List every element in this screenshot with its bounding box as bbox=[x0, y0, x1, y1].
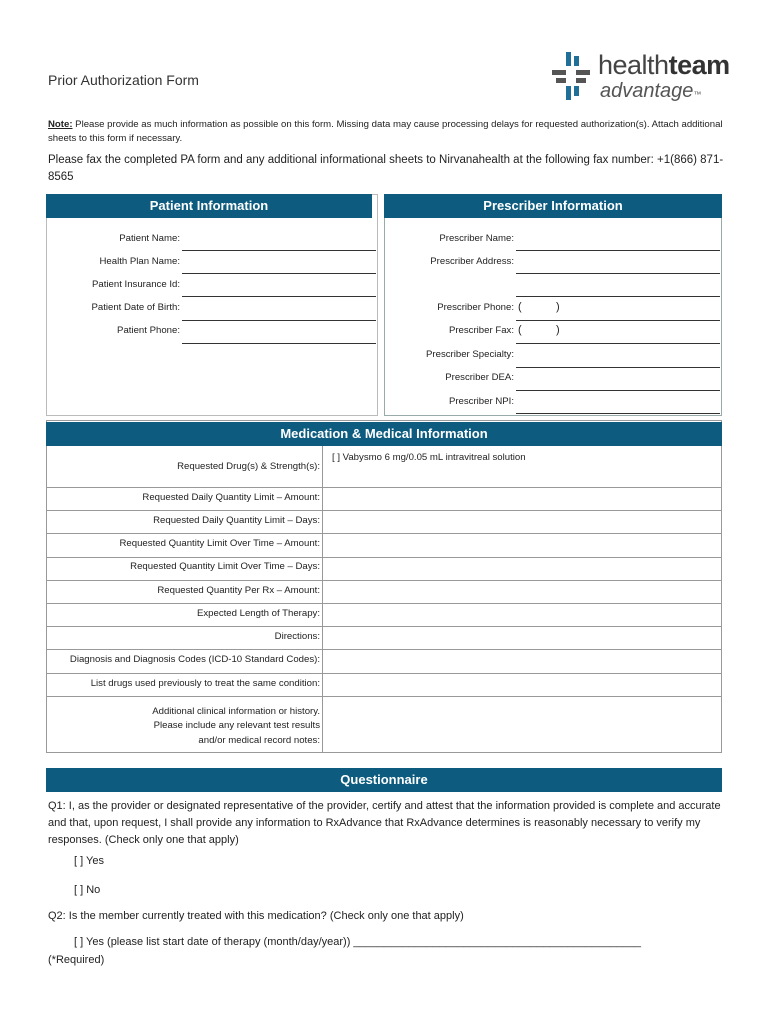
qty-per-rx-label: Requested Quantity Per Rx – Amount: bbox=[157, 585, 320, 596]
row-divider bbox=[46, 557, 722, 558]
daily-qty-days-label: Requested Daily Quantity Limit – Days: bbox=[153, 515, 320, 526]
q1-yes-checkbox[interactable]: [ ] Yes bbox=[74, 855, 104, 867]
logo-wordmark: healthteam bbox=[598, 50, 730, 80]
prescriber-dea-field[interactable] bbox=[516, 390, 720, 391]
logo-cross-icon bbox=[552, 52, 590, 100]
medication-info-header: Medication & Medical Information bbox=[46, 422, 722, 446]
prescriber-address-field-2[interactable] bbox=[516, 296, 720, 297]
additional-info-label-2: Please include any relevant test results bbox=[153, 720, 320, 731]
prescriber-phone-paren-open: ( bbox=[518, 301, 522, 313]
row-divider bbox=[46, 603, 722, 604]
note-paragraph: Note: Please provide as much information as possible on this form. Missing data may cause processing delays for requested authorization(s). Attach additional sheets to this form if necessary. bbox=[48, 119, 723, 144]
health-plan-name-label: Health Plan Name: bbox=[99, 256, 180, 267]
prescriber-specialty-label: Prescriber Specialty: bbox=[426, 349, 514, 360]
qty-over-time-days-label: Requested Quantity Limit Over Time – Days: bbox=[130, 561, 320, 572]
qty-over-time-amount-label: Requested Quantity Limit Over Time – Amount: bbox=[119, 538, 320, 549]
row-divider bbox=[46, 649, 722, 650]
additional-info-label-3: and/or medical record notes: bbox=[198, 735, 320, 746]
medication-column-divider bbox=[322, 446, 323, 752]
prescriber-phone-paren-close: ) bbox=[556, 301, 560, 313]
patient-insurance-id-label: Patient Insurance Id: bbox=[92, 279, 180, 290]
row-divider bbox=[46, 673, 722, 674]
prescriber-dea-label: Prescriber DEA: bbox=[445, 372, 514, 383]
daily-qty-amount-label: Requested Daily Quantity Limit – Amount: bbox=[142, 492, 320, 503]
patient-insurance-id-field[interactable] bbox=[182, 296, 376, 297]
row-divider bbox=[46, 626, 722, 627]
logo-tagline: advantage™ bbox=[600, 80, 702, 102]
question-2: Q2: Is the member currently treated with this medication? (Check only one that apply) bbox=[48, 910, 464, 922]
requested-drug-checkbox[interactable]: [ ] Vabysmo 6 mg/0.05 mL intravitreal solution bbox=[332, 452, 526, 463]
directions-label: Directions: bbox=[274, 631, 320, 642]
previous-drugs-label: List drugs used previously to treat the same condition: bbox=[90, 678, 320, 689]
prescriber-phone-field[interactable] bbox=[516, 320, 720, 321]
row-divider bbox=[46, 510, 722, 511]
patient-phone-label: Patient Phone: bbox=[117, 325, 180, 336]
row-divider bbox=[46, 580, 722, 581]
prescriber-address-field[interactable] bbox=[516, 273, 720, 274]
prescriber-panel bbox=[384, 194, 722, 416]
patient-name-label: Patient Name: bbox=[119, 233, 180, 244]
question-1: Q1: I, as the provider or designated representative of the provider, certify and attest that the information provided is complete and accurate and that, upon request, I shall provide any information to RxAdvance that RxAdvance determines is reasonably necessary to verify my responses. (Check only one that apply) bbox=[48, 800, 721, 846]
patient-dob-field[interactable] bbox=[182, 320, 376, 321]
row-divider bbox=[46, 533, 722, 534]
health-plan-name-field[interactable] bbox=[182, 273, 376, 274]
questionnaire-header: Questionnaire bbox=[46, 768, 722, 792]
medication-table bbox=[46, 420, 722, 753]
prescriber-specialty-field[interactable] bbox=[516, 367, 720, 368]
prescriber-fax-label: Prescriber Fax: bbox=[448, 325, 514, 336]
prescriber-info-header: Prescriber Information bbox=[384, 194, 722, 218]
diagnosis-codes-label: Diagnosis and Diagnosis Codes (ICD-10 Standard Codes): bbox=[69, 654, 320, 665]
patient-phone-field[interactable] bbox=[182, 343, 376, 344]
patient-dob-label: Patient Date of Birth: bbox=[91, 302, 180, 313]
prescriber-name-field[interactable] bbox=[516, 250, 720, 251]
healthteam-advantage-logo bbox=[550, 50, 730, 106]
prescriber-fax-paren-close: ) bbox=[556, 324, 560, 336]
form-title: Prior Authorization Form bbox=[48, 72, 199, 88]
prescriber-address-label: Prescriber Address: bbox=[430, 256, 514, 267]
row-divider bbox=[46, 696, 722, 697]
prescriber-fax-field[interactable] bbox=[516, 343, 720, 344]
patient-name-field[interactable] bbox=[182, 250, 376, 251]
required-note: (*Required) bbox=[48, 954, 105, 966]
prescriber-name-label: Prescriber Name: bbox=[439, 233, 514, 244]
prescriber-phone-label: Prescriber Phone: bbox=[437, 302, 514, 313]
q1-no-checkbox[interactable]: [ ] No bbox=[74, 884, 101, 896]
requested-drugs-label: Requested Drug(s) & Strength(s): bbox=[177, 461, 320, 472]
fax-instructions: Please fax the completed PA form and any additional informational sheets to Nirvanahealth at the following fax number: +1(866) 871-8565 bbox=[48, 154, 724, 183]
length-of-therapy-label: Expected Length of Therapy: bbox=[196, 608, 320, 619]
row-divider bbox=[46, 487, 722, 488]
prescriber-fax-paren-open: ( bbox=[518, 324, 522, 336]
q2-yes-checkbox[interactable]: [ ] Yes (please list start date of therapy (month/day/year)) _______________________________________________ bbox=[74, 936, 641, 948]
patient-info-header: Patient Information bbox=[46, 194, 372, 218]
additional-info-label-1: Additional clinical information or history. bbox=[152, 706, 320, 717]
prescriber-npi-field[interactable] bbox=[516, 413, 720, 414]
prescriber-npi-label: Prescriber NPI: bbox=[448, 396, 514, 407]
